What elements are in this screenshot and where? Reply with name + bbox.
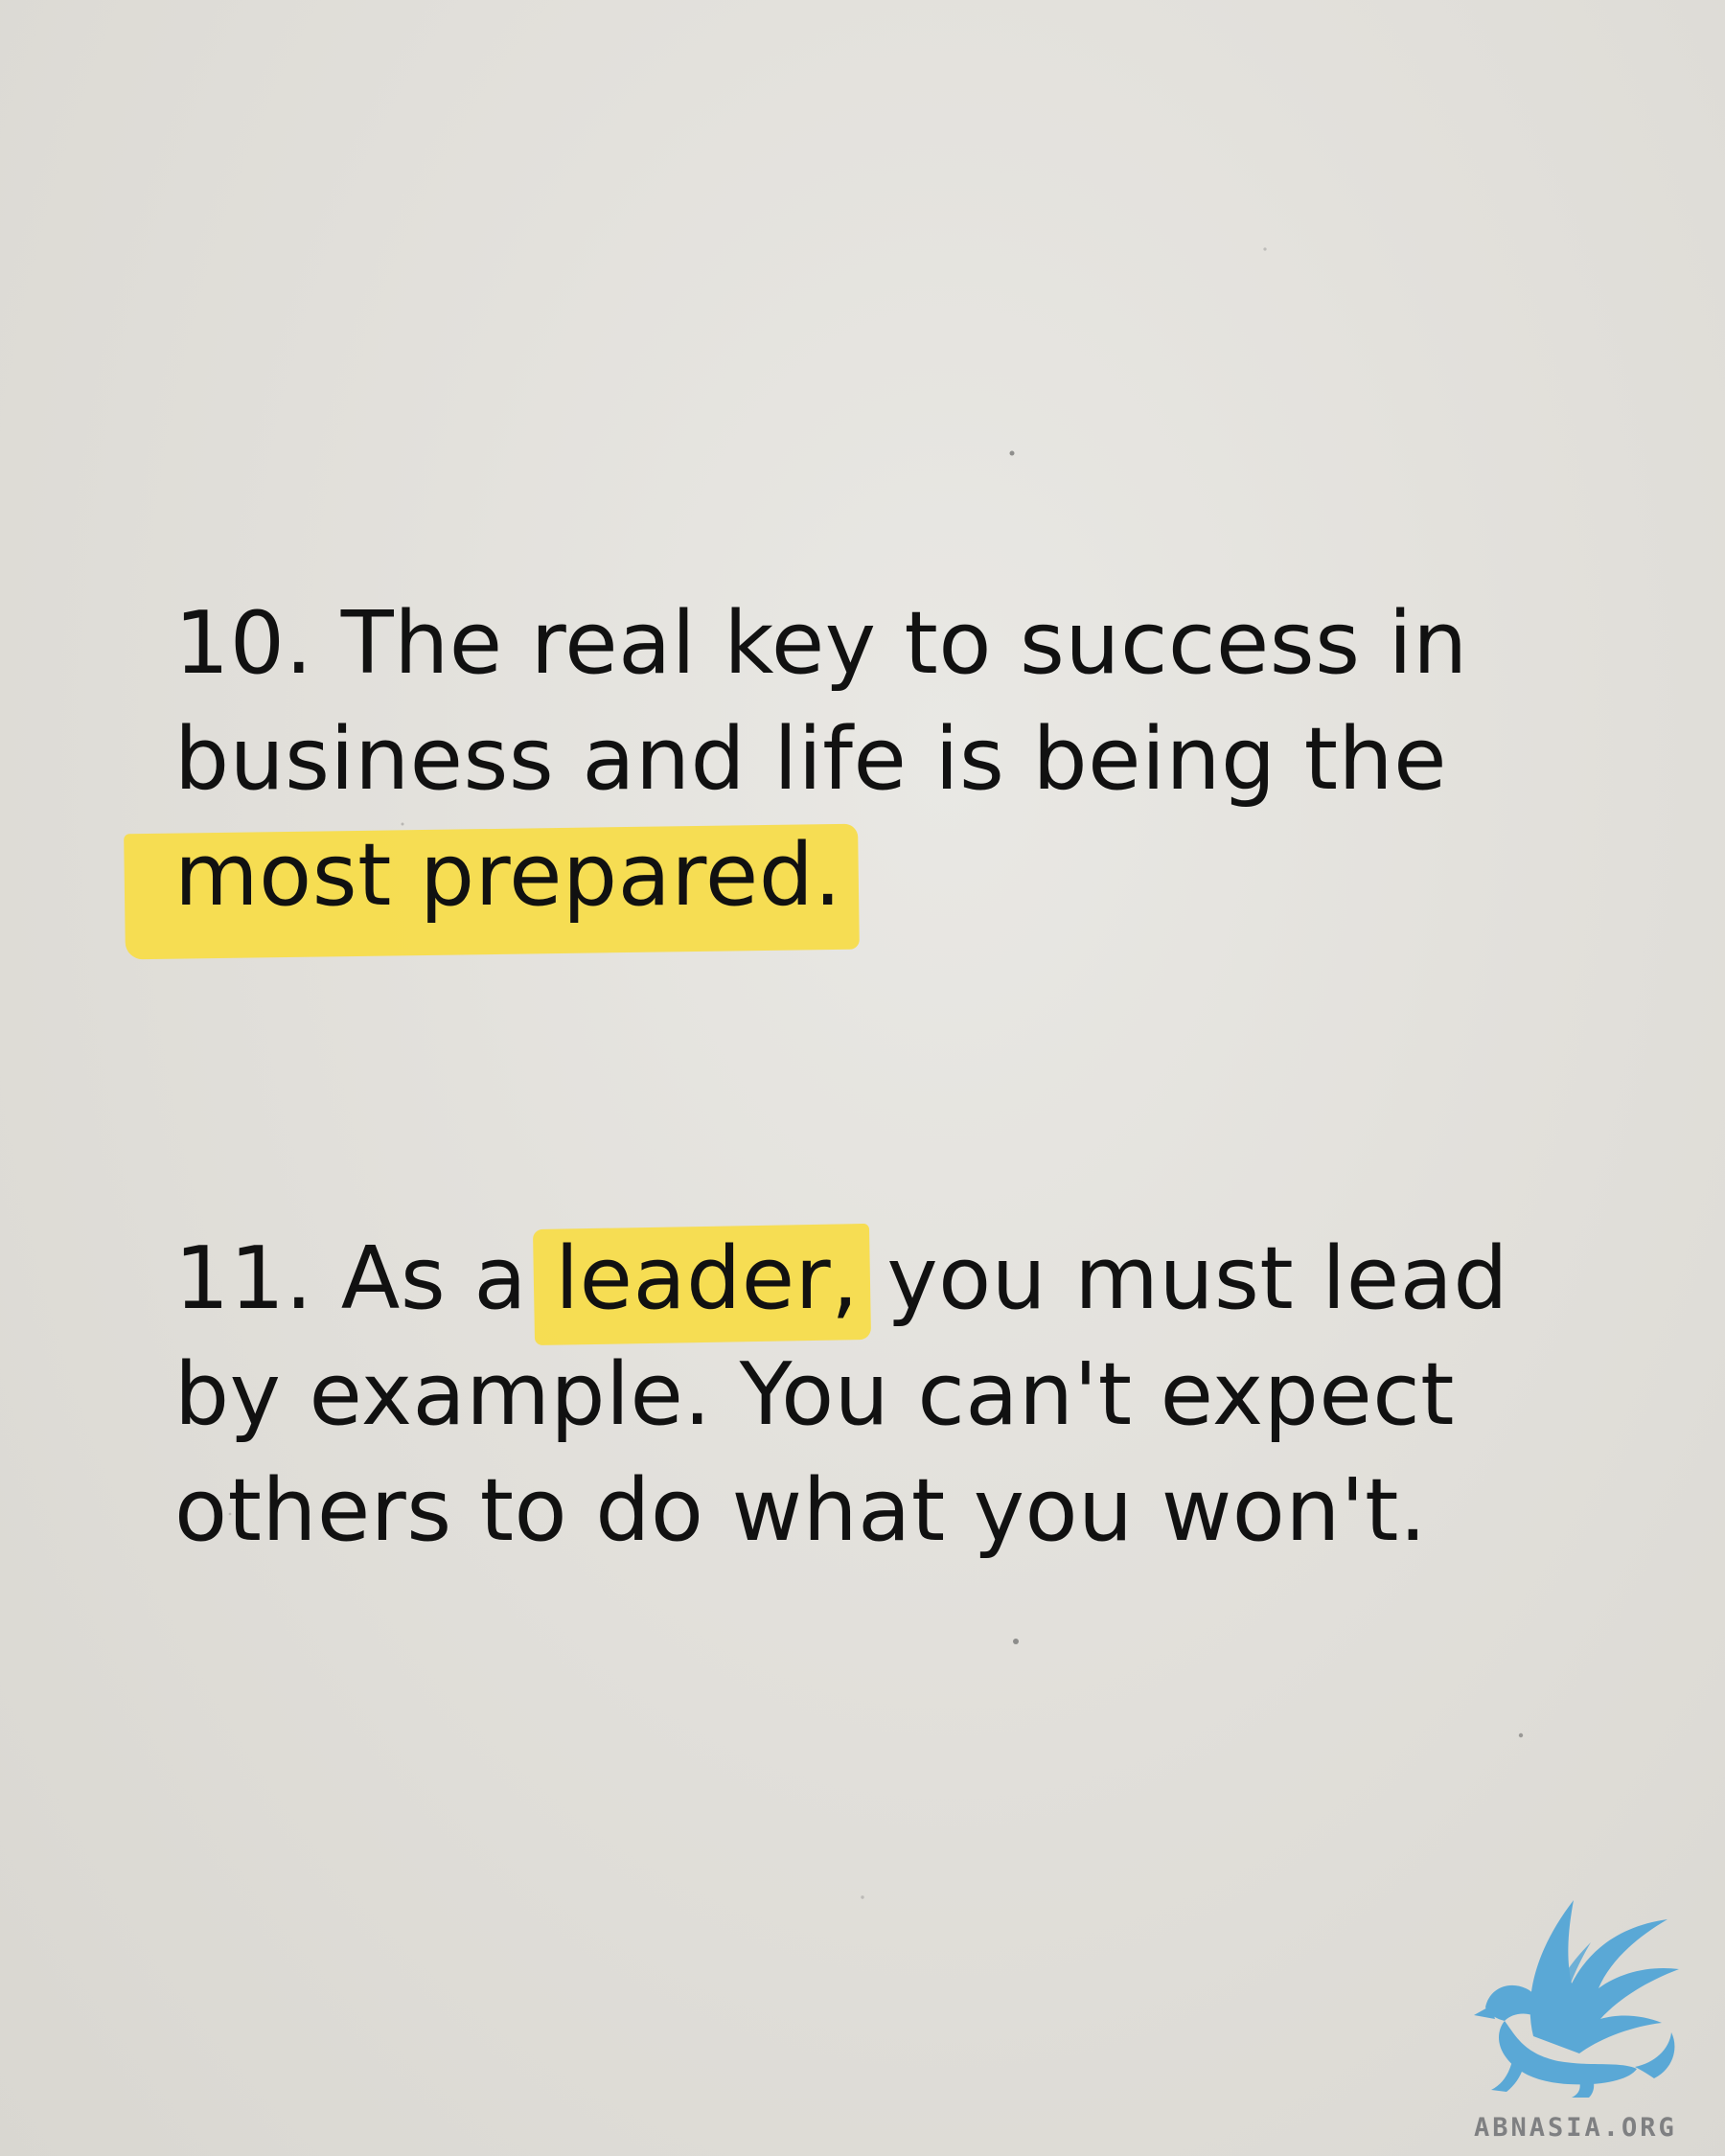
quote-11 [174, 1221, 1554, 1569]
quote-10-number: 10. [174, 593, 313, 694]
quote-11-highlight: leader, [555, 1221, 859, 1337]
site-name: ABNASIA.ORG [1474, 2113, 1677, 2143]
quote-10-line-2: business and life is being the [174, 709, 1447, 810]
quote-11-line-3: others to do what you won't. [174, 1460, 1428, 1561]
quote-10-line-1 [174, 585, 1554, 701]
quote-11-line-1-lead: As a [340, 1228, 527, 1329]
quote-11-number: 11. [174, 1228, 313, 1329]
quote-10-line-3 [174, 817, 1554, 933]
quote-11-line-1-tail: you must lead [886, 1228, 1508, 1329]
griffin-logo-icon [1466, 1892, 1687, 2099]
quote-10 [174, 585, 1554, 933]
quote-11-line-2: by example. You can't expect [174, 1344, 1455, 1445]
quote-10-highlight: most prepared. [174, 817, 841, 933]
quote-10-line-1-text: The real key to success in [340, 593, 1468, 694]
quote-11-line-1 [174, 1221, 1554, 1337]
abnasia-logo [1457, 1892, 1725, 2146]
